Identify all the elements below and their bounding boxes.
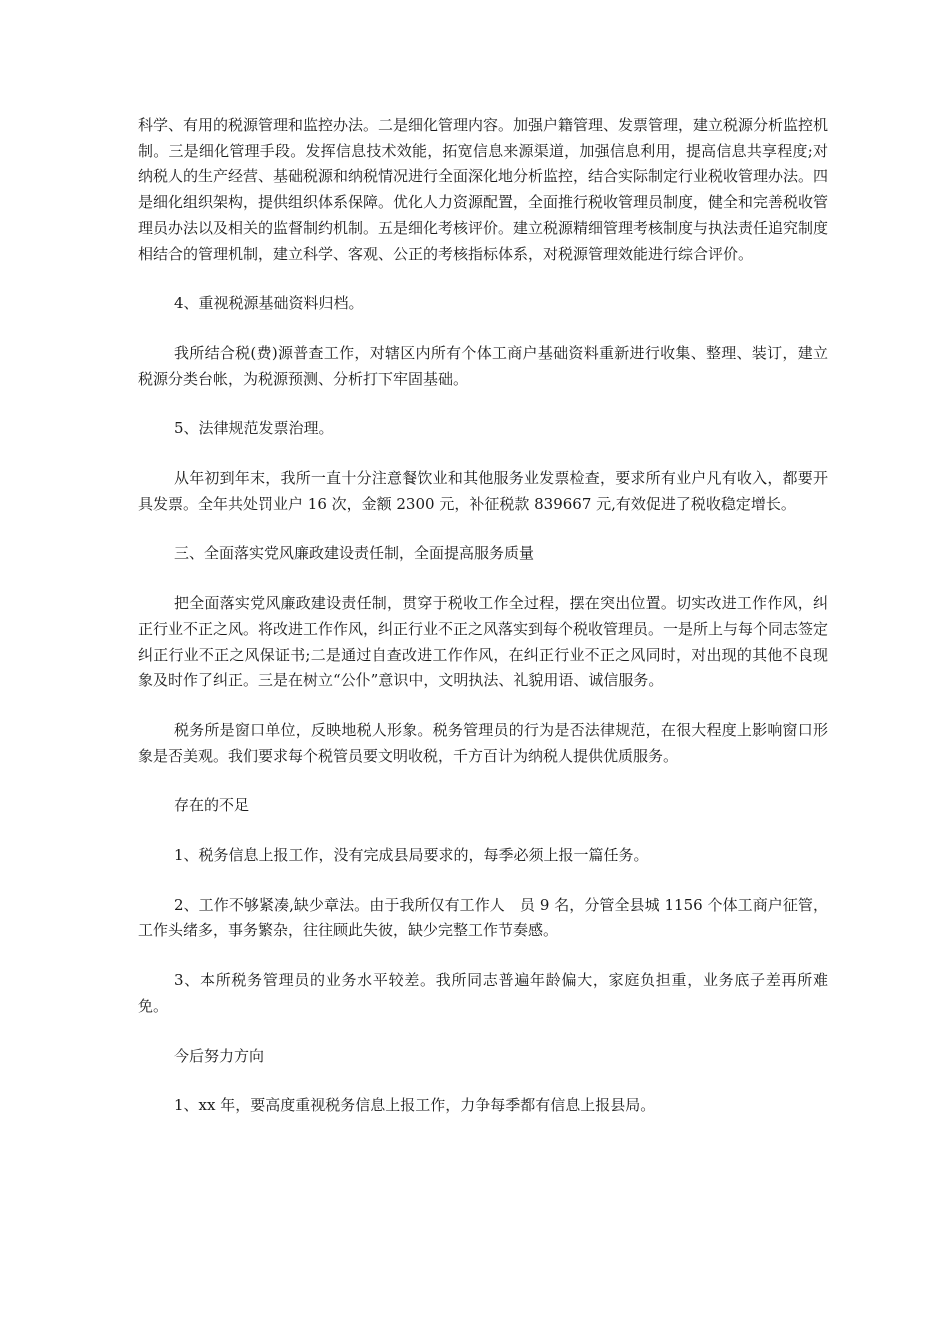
paragraph-shortcoming-1: 1、税务信息上报工作，没有完成县局要求的，每季必须上报一篇任务。: [174, 846, 649, 865]
paragraph-archiving: 我所结合税(费)源普查工作，对辖区内所有个体工商户基础资料重新进行收集、整理、装订，建立税源分类台帐，为税源预测、分析打下牢固基础。: [138, 343, 828, 388]
paragraph-party-conduct: 把全面落实党风廉政建设责任制，贯穿于税收工作全过程，摆在突出位置。切实改进工作作风，纠正行业不正之风。将改进工作作风，纠正行业不正之风落实到每个税收管理员。一是所上与每个同志签定纠正行业不正之风保证书;二是通过自查改进工作作风，在纠正行业不正之风同时，对出现的其他不良现象及时作了纠正。三是在树立“公仆”意识中，文明执法、礼貌用语、诚信服务。: [138, 594, 829, 690]
paragraph-future-1: 1、xx 年，要高度重视税务信息上报工作，力争每季都有信息上报县局。: [174, 1096, 656, 1115]
heading-archiving: 4、重视税源基础资料归档。: [174, 294, 364, 313]
paragraph-shortcoming-2: 2、工作不够紧凑,缺少章法。由于我所仅有工作人 员 9 名，分管全县城 1156 个体工商户征管，工作头绪多，事务繁杂，往往顾此失彼，缺少完整工作节奏感。: [138, 895, 828, 940]
paragraph-shortcoming-3: 3、本所税务管理员的业务水平较差。我所同志普遍年龄偏大，家庭负担重，业务底子差再所难免。: [138, 971, 828, 1015]
document-body: [138, 113, 828, 1143]
heading-future-direction: 今后努力方向: [174, 1046, 265, 1065]
paragraph-invoice-governance: 从年初到年末，我所一直十分注意餐饮业和其他服务业发票检查，要求所有业户凡有收入，都要开具发票。全年共处罚业户 16 次，金额 2300 元，补征税款 839667 元,有效促进了税收稳定增长。: [138, 469, 828, 513]
heading-shortcomings: 存在的不足: [174, 796, 250, 815]
paragraph-tax-source-management: 科学、有用的税源管理和监控办法。二是细化管理内容。加强户籍管理、发票管理，建立税源分析监控机制。三是细化管理手段。发挥信息技术效能，拓宽信息来源渠道，加强信息利用，提高信息共享程度;对纳税人的生产经营、基础税源和纳税情况进行全面深化地分析监控，结合实际制定行业税收管理办法。四是细化组织架构，提供组织体系保障。优化人力资源配置，全面推行税收管理员制度，健全和完善税收管理员办法以及相关的监督制约机制。五是细化考核评价。建立税源精细管理考核制度与执法责任追究制度相结合的管理机制，建立科学、客观、公正的考核指标体系，对税源管理效能进行综合评价。: [138, 116, 829, 263]
heading-invoice-governance: 5、法律规范发票治理。: [174, 419, 334, 438]
paragraph-window-unit: 税务所是窗口单位，反映地税人形象。税务管理员的行为是否法律规范，在很大程度上影响窗口形象是否美观。我们要求每个税管员要文明收税，千方百计为纳税人提供优质服务。: [138, 720, 828, 765]
heading-party-conduct: 三、全面落实党风廉政建设责任制，全面提高服务质量: [174, 544, 535, 563]
